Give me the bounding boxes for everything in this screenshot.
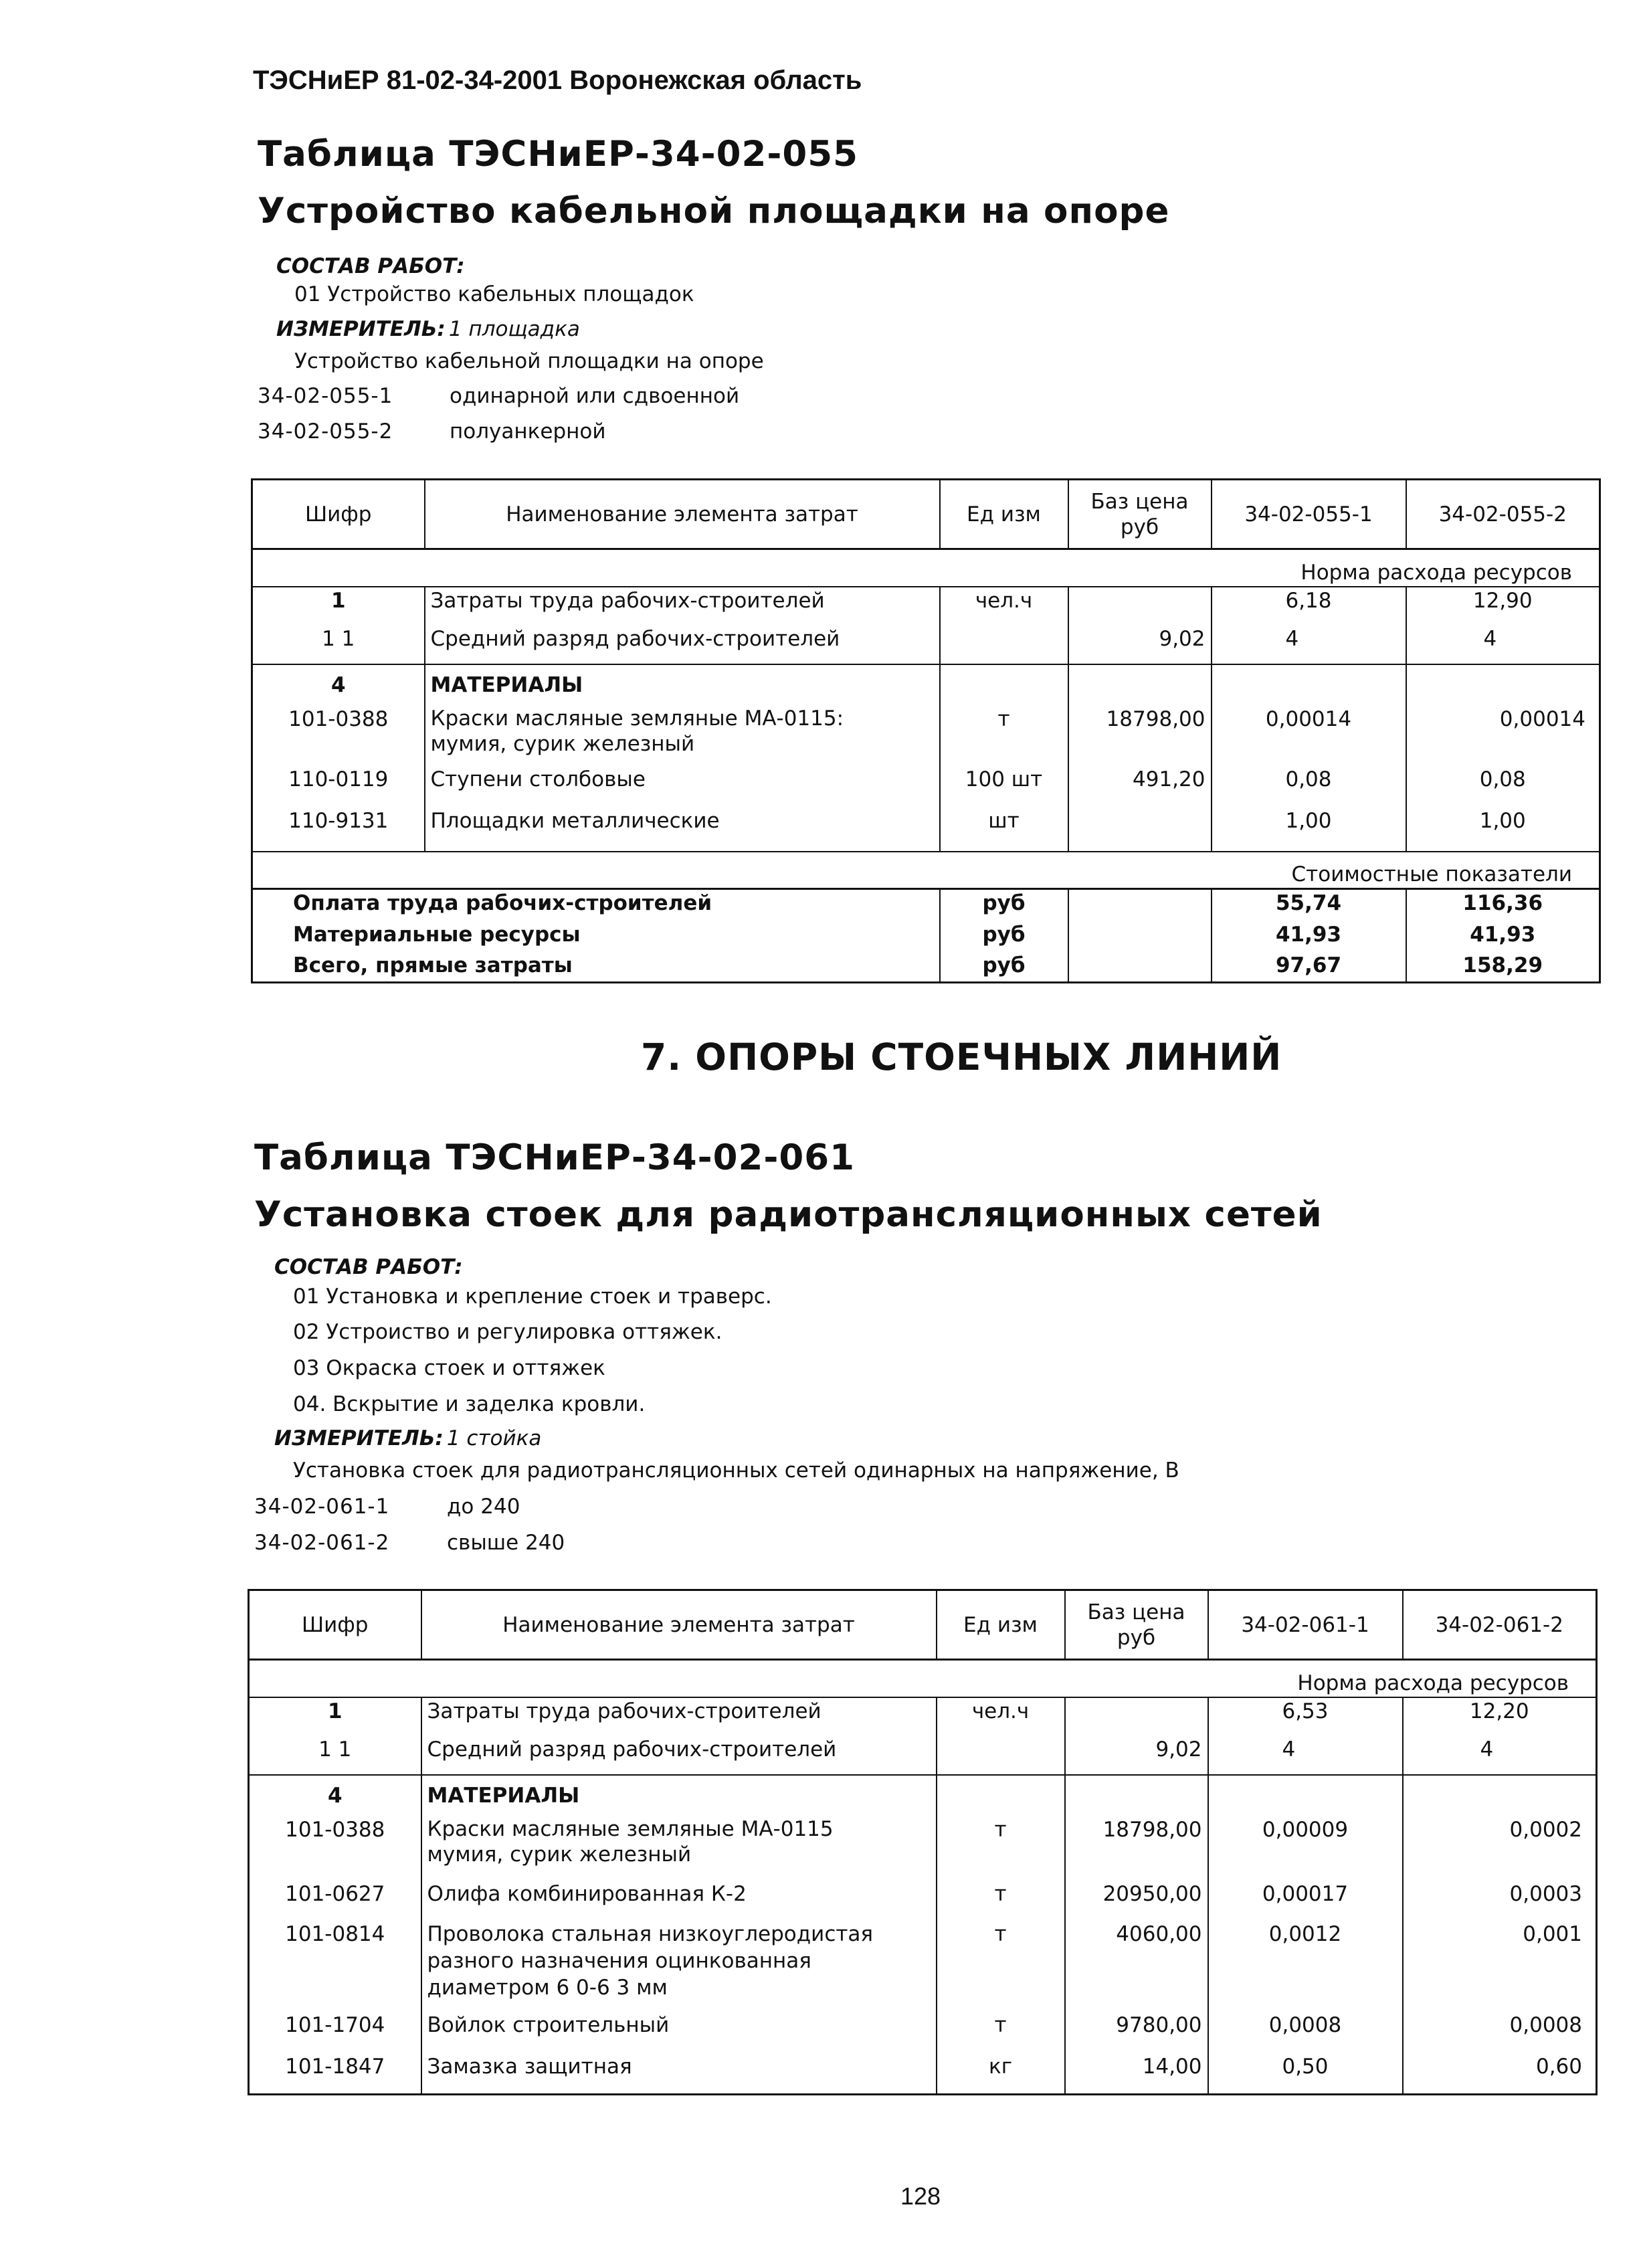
table1-variant-text: полуанкерной [450,419,606,444]
cell-value: 0,00014 [1212,706,1406,766]
cell-price: 4060,00 [1065,1921,1208,2012]
cell-value: 0,00009 [1208,1816,1403,1881]
table2-variant-text: свыше 240 [447,1531,565,1555]
cell-name: Средний разряд рабочих-строителей [425,626,940,664]
cell-name: Площадки металлические [425,808,940,852]
cell-code: 4 [252,664,425,706]
cell-price [1065,1697,1208,1736]
cell-name: Затраты труда рабочих-строителей [421,1697,937,1736]
cell-name: Затраты труда рабочих-строителей [425,587,940,626]
total-value: 55,74 [1212,889,1406,921]
cell-value: 0,001 [1523,1921,1582,1946]
cell-price [1068,587,1212,626]
table1-meter-value: 1 площадка [448,317,580,341]
column-header: Баз цена руб [1065,1590,1208,1660]
cell-name [425,706,940,766]
cell-value: 0,50 [1208,2053,1403,2095]
cell-name-line: мумия, сурик железный [430,731,695,756]
total-row [252,921,1600,952]
table2-variant-code: 34-02-061-2 [254,1531,390,1555]
table2 [248,1589,1598,2095]
table2-subtitle: Установка стоек для радиотрансляционных сетей [254,1194,1323,1235]
table-row [252,706,1600,766]
cell-value: 0,0008 [1208,2012,1403,2053]
table1-title: Таблица ТЭСНиЕР-34-02-055 [258,134,858,175]
column-header: 34-02-055-2 [1406,480,1600,549]
total-value: 97,67 [1212,952,1406,983]
cell-price: 18798,00 [1065,1816,1208,1881]
total-value: 158,29 [1462,953,1543,977]
table2-work-item: 02 Устроиство и регулировка оттяжек. [293,1320,722,1344]
cell-name: МАТЕРИАЛЫ [421,1775,937,1816]
cell-price: 14,00 [1065,2053,1208,2095]
total-name: Всего, прямые затраты [252,952,940,983]
cell-unit: т [937,2012,1065,2053]
table2-variant-code: 34-02-061-1 [254,1495,390,1519]
table2-work-item: 03 Окраска стоек и оттяжек [293,1356,605,1380]
cell-code: 1 [252,587,425,626]
cell-code: 1 1 [252,626,425,664]
cell-value: 0,60 [1535,2054,1582,2079]
cell-value: 0,0012 [1208,1921,1403,2012]
table2-meter-value: 1 стойка [446,1426,542,1450]
norm-label: Норма расхода ресурсов [1297,1671,1569,1695]
section-title: 7. ОПОРЫ СТОЕЧНЫХ ЛИНИЙ [641,1036,1282,1078]
column-header: Наименование элемента затрат [425,480,940,549]
cell-unit [940,626,1068,664]
total-row [252,889,1600,921]
cell-unit [937,1736,1065,1775]
table2-works-label: СОСТАВ РАБОТ: [274,1255,463,1279]
cell-value: 0,0008 [1509,2012,1582,2037]
total-unit: руб [940,952,1068,983]
table1-variant-text: одинарной или сдвоенной [450,384,740,408]
cell-value: 0,08 [1479,767,1526,791]
table-row [249,1697,1597,1736]
total-unit: руб [940,889,1068,921]
cell-unit: т [937,1921,1065,2012]
table1-meter [276,317,580,341]
cell-name-line: Проволока стальная низкоуглеродистая [427,1921,874,1946]
cell-price: 491,20 [1068,766,1212,808]
table2-work-item: 04. Вскрытие и заделка кровли. [293,1392,646,1416]
cell-unit: кг [937,2053,1065,2095]
cell-name: Войлок строительный [421,2012,937,2053]
column-header: Шифр [252,480,425,549]
cell-value: 6,18 [1212,587,1406,626]
cell-name [421,1921,937,2012]
cell-code: 101-0814 [249,1921,421,2012]
table-row [252,587,1600,626]
cell-price: 9780,00 [1065,2012,1208,2053]
column-header: Ед изм [937,1590,1065,1660]
table-row [252,664,1600,706]
table1-description: Устройство кабельной площадки на опоре [294,349,764,373]
table-row [249,1921,1597,2012]
cell-code: 101-0388 [252,706,425,766]
cell-code: 1 1 [249,1736,421,1775]
table1-variant-code: 34-02-055-2 [258,419,393,444]
cell-code: 110-9131 [252,808,425,852]
cell-name [421,1816,937,1881]
cell-value: 4 [1208,1736,1403,1775]
total-value: 41,93 [1470,922,1536,947]
table-row [252,626,1600,664]
cell-name-line: Краски масляные земляные МА-0115: [430,706,844,731]
document-header: ТЭСНиЕР 81-02-34-2001 Воронежская область [253,66,862,95]
cell-value: 12,20 [1403,1697,1597,1736]
cell-value: 4 [1483,626,1497,651]
cell-code: 4 [249,1775,421,1816]
table1-variant-code: 34-02-055-1 [258,384,393,408]
column-header: Ед изм [940,480,1068,549]
column-header: 34-02-061-1 [1208,1590,1403,1660]
column-header: Наименование элемента затрат [421,1590,937,1660]
table-row [249,2012,1597,2053]
table2-description: Установка стоек для радиотрансляционных сетей одинарных на напряжение, В [293,1458,1179,1483]
total-value: 41,93 [1212,921,1406,952]
cell-name: Олифа комбинированная К-2 [421,1881,937,1921]
cell-value: 0,00017 [1208,1881,1403,1921]
table-row [249,1736,1597,1775]
table2-title: Таблица ТЭСНиЕР-34-02-061 [254,1137,855,1178]
cell-price [1068,808,1212,852]
cell-value: 0,00014 [1499,706,1585,731]
total-name: Оплата труда рабочих-строителей [252,889,940,921]
table2-work-item: 01 Установка и крепление стоек и траверс. [293,1285,772,1309]
cell-name: Замазка защитная [421,2053,937,2095]
cell-unit: 100 шт [940,766,1068,808]
table-row [249,1816,1597,1881]
total-value: 116,36 [1406,889,1600,921]
cell-value: 1,00 [1479,808,1526,833]
page-number: 128 [900,2182,941,2210]
table2-meter-label: ИЗМЕРИТЕЛЬ: [274,1426,444,1450]
cell-unit: чел.ч [937,1697,1065,1736]
table-row [249,1881,1597,1921]
table-row [249,1775,1597,1816]
table1 [251,478,1601,983]
table2-variant-text: до 240 [447,1495,520,1519]
cell-code: 110-0119 [252,766,425,808]
total-unit: руб [940,921,1068,952]
cell-unit: т [937,1881,1065,1921]
cell-value: 0,08 [1212,766,1406,808]
table1-meter-label: ИЗМЕРИТЕЛЬ: [276,317,446,341]
cell-value: 0,0002 [1509,1817,1582,1842]
cell-code: 101-1704 [249,2012,421,2053]
table2-meter [274,1426,541,1450]
cell-value: 12,90 [1406,587,1600,626]
total-name: Материальные ресурсы [252,921,940,952]
cell-name: МАТЕРИАЛЫ [425,664,940,706]
cell-name-line: Краски масляные земляные МА-0115 [427,1816,834,1841]
column-header: 34-02-061-2 [1403,1590,1597,1660]
cell-price: 20950,00 [1065,1881,1208,1921]
cell-name: Средний разряд рабочих-строителей [421,1736,937,1775]
table-row [249,2053,1597,2095]
cell-name-line: мумия, сурик железный [427,1842,692,1867]
cell-unit: т [940,706,1068,766]
table1-work-item: 01 Устройство кабельных площадок [294,282,694,306]
table1-works-label: СОСТАВ РАБОТ: [276,254,465,278]
table-row [252,808,1600,852]
total-row [252,952,1600,983]
cell-unit: шт [940,808,1068,852]
column-header: Баз цена руб [1068,480,1212,549]
cell-value: 6,53 [1208,1697,1403,1736]
cell-value: 4 [1480,1737,1494,1762]
cost-label: Стоимостные показатели [252,852,1600,889]
cell-price: 9,02 [1065,1736,1208,1775]
cell-price: 18798,00 [1068,706,1212,766]
table1-subtitle: Устройство кабельной площадки на опоре [258,191,1170,231]
cell-code: 101-0388 [249,1816,421,1881]
cell-price: 9,02 [1068,626,1212,664]
table-row [252,766,1600,808]
cell-name: Ступени столбовые [425,766,940,808]
cell-code: 1 [249,1697,421,1736]
column-header: Шифр [249,1590,421,1660]
cell-value: 0,0003 [1509,1881,1582,1906]
norm-label: Норма расхода ресурсов [1300,560,1572,585]
cell-code: 101-1847 [249,2053,421,2095]
cell-value: 1,00 [1212,808,1406,852]
cell-value: 4 [1212,626,1406,664]
cell-name-line: диаметром 6 0-6 3 мм [427,1975,668,2000]
column-header: 34-02-055-1 [1212,480,1406,549]
cell-code: 101-0627 [249,1881,421,1921]
cell-unit: чел.ч [940,587,1068,626]
cell-unit: т [937,1816,1065,1881]
cell-name-line: разного назначения оцинкованная [427,1948,811,1973]
